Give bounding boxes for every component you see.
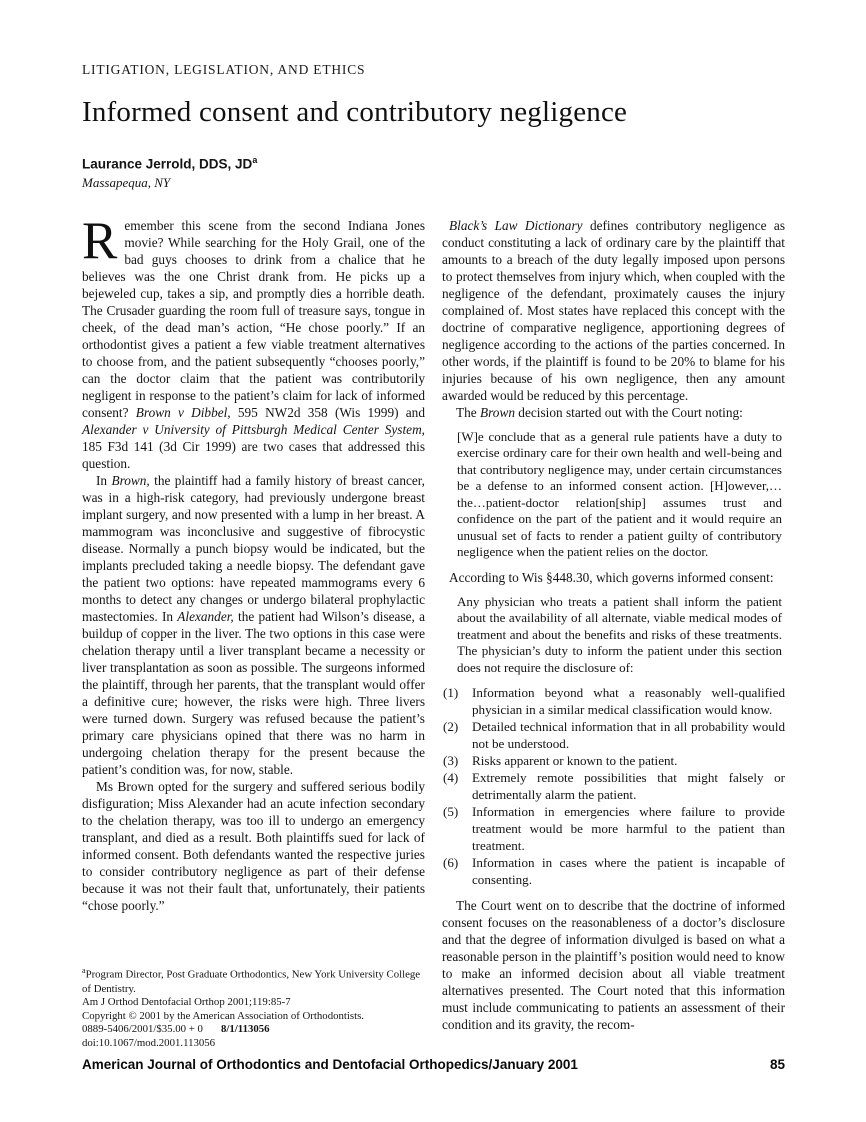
case-citation: Brown [480,404,515,420]
footnote-copyright: Copyright © 2001 by the American Association of Orthodontists. [82,1009,364,1022]
dropcap: R [82,211,118,270]
list-item [443,803,785,854]
text-run: The [456,404,480,420]
list-marker: (1) [443,685,459,700]
footnote-mark: a [82,966,86,976]
text-run: defines contributory negligence as conduct constituting a lack of ordinary care by the plaintiff that amounts to a breach of the duty legally imposed upon persons to protect themselves from injury which, when coupled with the negligence of the defendant, proximately causes the injury complained of. Most states have replaced this concept with the doctrine of comparative negligence, apportioning degrees of negligence according to the actions of the parties concerned. In other words, if the plaintiff is found to be 20% to blame for his injuries because of his own negligence, then any amount awarded would be reduced by this percentage. [442,217,786,403]
author-name: Laurance Jerrold, DDS, JD [82,156,253,172]
list-item [443,769,785,803]
case-citation: Alexander v University of Pittsburgh Medical Center System, [82,421,425,437]
list-item [443,718,785,752]
journal-footer-title: American Journal of Orthodontics and Dentofacial Orthopedics/January 2001 [82,1057,578,1072]
footnote-doi: doi:10.1067/mod.2001.113056 [82,1036,216,1049]
paragraph-intro [82,211,425,472]
book-title: Black’s Law Dictionary [449,217,583,233]
footnote-text: Program Director, Post Graduate Orthodontics, New York University College of Dentistry. [82,968,421,995]
text-run: decision started out with the Court noting: [514,404,743,420]
text-run: In [96,472,112,488]
section-header: LITIGATION, LEGISLATION, AND ETHICS [82,62,366,77]
list-text: Detailed technical information that in all probability would not be understood. [472,719,785,751]
case-citation: Brown, [111,472,150,488]
case-citation: Brown v Dibbel, [135,404,231,420]
statute-exceptions-list [443,684,785,888]
list-marker: (3) [443,753,459,768]
article-body [82,211,786,1059]
list-marker: (5) [443,804,459,819]
blockquote-statute: Any physician who treats a patient shall inform the patient about the availability of all alternate, viable medical modes of treatment and about the benefits and risks of these treatments. The physician’s duty to inform the patient under this section does not require the disclosure of: [457,593,782,675]
paragraph-statute-lead: According to Wis §448.30, which governs informed consent: [449,569,774,585]
list-text: Information in emergencies where failure to provide treatment would be more harmful to the patient than treatment. [472,804,785,853]
paragraph-outcomes: Ms Brown opted for the surgery and suffered serious bodily disfiguration; Miss Alexander had an acute infection secondary to the chelation therapy, was too ill to undergo an emergency transplant, and died as a result. Both plaintiffs sued for lack of informed consent. Both defendants wanted the respective juries to consider contributory negligence as part of their defense because it was not their fault that, unfortunately, their patients “chose poorly.” [82,778,425,913]
footnote-affiliation [82,964,425,996]
text-run: the patient had Wilson’s disease, a buildup of copper in the liver. The two options in this case were chelation therapy until a liver transplant became a necessity or liver transplantation as soon as possible. The surgeons informed the plaintiff, through her parents, that the transplant would offer a definitive cure; however, the risks were high. Three livers were turned down. Surgery was refused because the patient’s primary care physicians opined that there was no harm in undergoing chelation therapy for the present because the patient’s condition was, for now, stable. [82,608,425,777]
list-text: Risks apparent or known to the patient. [472,753,678,768]
right-column [442,217,785,1059]
footnote-issn-line [82,1023,425,1037]
list-item [443,752,785,769]
case-citation: Alexander, [177,608,234,624]
paragraph-decision-lead [442,404,785,421]
list-text: Information beyond what a reasonably well-qualified physician in a similar medical classification would know. [472,685,785,717]
footnote-block [82,964,425,1058]
paragraph-cases [82,472,425,778]
author-footnote-mark: a [252,155,258,165]
left-column [82,211,425,1059]
paragraph-definition [442,217,785,404]
list-marker: (2) [443,719,459,734]
text-run: 185 F3d 141 (3d Cir 1999) are two cases that addressed this question. [82,438,425,471]
footnote-citation: Am J Orthod Dentofacial Orthop 2001;119:85-7 [82,996,291,1009]
text-run: emember this scene from the second Indiana Jones movie? While searching for the Holy Grail, one of the bad guys chooses to drink from a chalice that he believes was the one Christ drank from. He picks up a bejeweled cup, takes a sip, and promptly dies a horrible death. The Crusader guarding the room full of treasure says, tongue in cheek, of the dead man’s action, “He chose poorly.” If an orthodontist gives a patient a few viable treatment alternatives to choose from, and the patient subsequently “chooses poorly,” can the doctor claim that the patient was contributorily negligent in response to the patient’s claim for lack of informed consent? [82,217,425,420]
list-item [443,854,785,888]
list-text: Extremely remote possibilities that might falsely or detrimentally alarm the patient. [472,770,785,802]
blockquote-court: [W]e conclude that as a general rule patients have a duty to exercise ordinary care for their own health and well-being and that contributory negligence may, under certain circumstances be a defense to an informed consent action. [H]owever,…the…patient-doctor relation[ship] assumes trust and confidence on the part of the patient and it would require an unusual set of facts to render a patient guilty of contributory negligence when the patient relies on the doctor. [457,428,782,559]
list-item [443,684,785,718]
text-run: 595 NW2d 358 (Wis 1999) and [230,404,425,420]
text-run: the plaintiff had a family history of breast cancer, was in a high-risk category, had previously undergone breast implant surgery, and now presented with a lump in her breast. A mammogram was inconclusive and suggestive of fibrocystic disease. Normally a punch biopsy would be indicated, but the implants precluded taking a needle biopsy. The defendant gave the patient two options: have repeated mammograms every 6 months to detect any changes or undergo bilateral prophylactic mastectomies. In [82,472,425,624]
publication-code: 8/1/113056 [220,1023,270,1036]
page-number: 85 [769,1057,785,1072]
article-title: Informed consent and contributory negligence [82,96,628,128]
author-line [82,155,785,172]
paragraph-court-analysis: The Court went on to describe that the doctrine of informed consent focuses on the reasonableness of a doctor’s disclosure and that the degree of information divulged is based on what a reasonable person in the plaintiff’s position would need to know to make an informed decision about all viable treatment alternatives presented. The Court noted that this information must include communicating to patients an assessment of their condition and its gravity, the recom- [442,898,785,1032]
page-footer [82,1057,785,1072]
issn-text: 0889-5406/2001/$35.00 + 0 [82,1023,203,1036]
author-affiliation: Massapequa, NY [82,174,171,190]
list-marker: (4) [443,770,459,785]
list-text: Information in cases where the patient is incapable of consenting. [472,855,785,887]
list-marker: (6) [443,855,459,870]
